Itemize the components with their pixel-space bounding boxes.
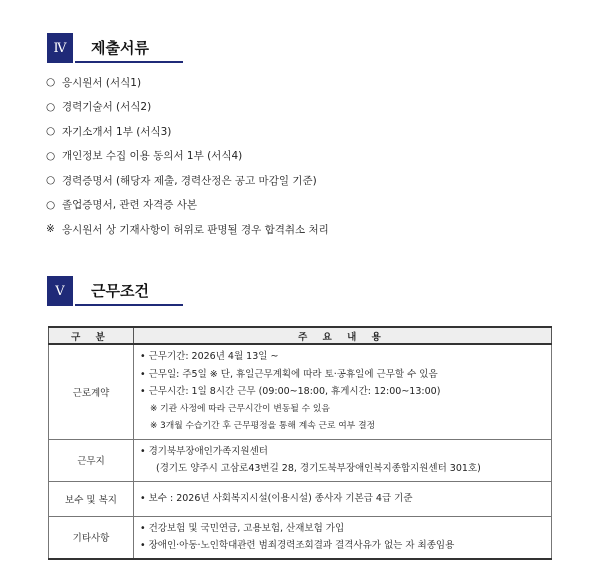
list-item	[46, 168, 566, 193]
row-label: 기타사항	[49, 516, 134, 559]
row-label: 근로계약	[49, 344, 134, 439]
content-note: ※ 기관 사정에 따라 근무시간이 변동될 수 있음	[150, 403, 330, 414]
content-line: • 근무시간: 1일 8시간 근무 (09:00~18:00, 휴게시간: 12:00~13:00)	[140, 386, 441, 397]
list-item-text: 졸업증명서, 관련 자격증 사본	[62, 199, 198, 212]
list-bullet: ○	[46, 100, 56, 113]
note-item	[46, 217, 566, 242]
list-item-text: 개인정보 수집 이용 동의서 1부 (서식4)	[62, 150, 243, 163]
row-content	[134, 344, 552, 439]
content-line: • 근무일: 주5일 ※ 단, 휴일근무계획에 따라 토·공휴일에 근무할 수 있음	[140, 368, 438, 380]
list-bullet: ○	[46, 125, 56, 138]
table-row	[49, 516, 552, 559]
row-content	[134, 516, 552, 559]
list-bullet: ○	[46, 174, 56, 187]
section-4-header	[47, 33, 183, 63]
content-line: • 건강보험 및 국민연금, 고용보험, 산재보험 가입	[140, 522, 345, 534]
section-5-title: 근무조건	[75, 276, 183, 306]
column-header-content: 주 요 내 용	[134, 327, 552, 344]
column-header-category: 구 분	[49, 327, 134, 344]
list-item-text: 경력기술서 (서식2)	[62, 101, 152, 114]
table-row	[49, 344, 552, 439]
content-line: • 근무기간: 2026년 4월 13일 ~	[140, 351, 279, 362]
content-line: • 장애인·아동·노인학대관련 범죄경력조회결과 결격사유가 없는 자 최종임용	[140, 540, 455, 551]
section-4-number: Ⅳ	[47, 33, 73, 63]
row-label: 근무지	[49, 439, 134, 481]
row-content	[134, 481, 552, 516]
list-bullet: ○	[46, 198, 56, 211]
row-content	[134, 439, 552, 481]
content-note: ※ 3개월 수습기간 후 근무평정을 통해 계속 근로 여부 결정	[150, 421, 376, 431]
list-item	[46, 193, 566, 218]
list-item-text: 경력증명서 (해당자 제출, 경력산정은 공고 마감일 기준)	[62, 174, 317, 187]
work-conditions-table	[48, 326, 552, 560]
required-documents-list	[46, 70, 566, 242]
list-item-text: 자기소개서 1부 (서식3)	[62, 125, 172, 138]
list-item	[46, 144, 566, 169]
content-line: • 경기북부장애인가족지원센터	[140, 445, 268, 457]
list-item	[46, 95, 566, 120]
row-label: 보수 및 복지	[49, 481, 134, 516]
list-bullet: ○	[46, 76, 56, 89]
table-row	[49, 439, 552, 481]
list-bullet: ○	[46, 149, 56, 162]
table-row	[49, 481, 552, 516]
note-text: 응시원서 상 기재사항이 허위로 판명될 경우 합격취소 처리	[62, 223, 329, 236]
note-mark: ※	[46, 223, 55, 236]
section-5-number: Ⅴ	[47, 276, 73, 306]
list-item-text: 응시원서 (서식1)	[62, 76, 142, 89]
table-header-row	[49, 327, 552, 344]
section-4-title: 제출서류	[75, 33, 183, 63]
section-5-header	[47, 276, 183, 306]
list-item	[46, 70, 566, 95]
content-line: • 보수 : 2026년 사회복지시설(이용시설) 종사자 기본급 4급 기준	[140, 492, 413, 504]
content-line: (경기도 양주시 고삼로43번길 28, 경기도북부장애인복지종합지원센터 301호)	[156, 463, 481, 474]
list-item	[46, 119, 566, 144]
